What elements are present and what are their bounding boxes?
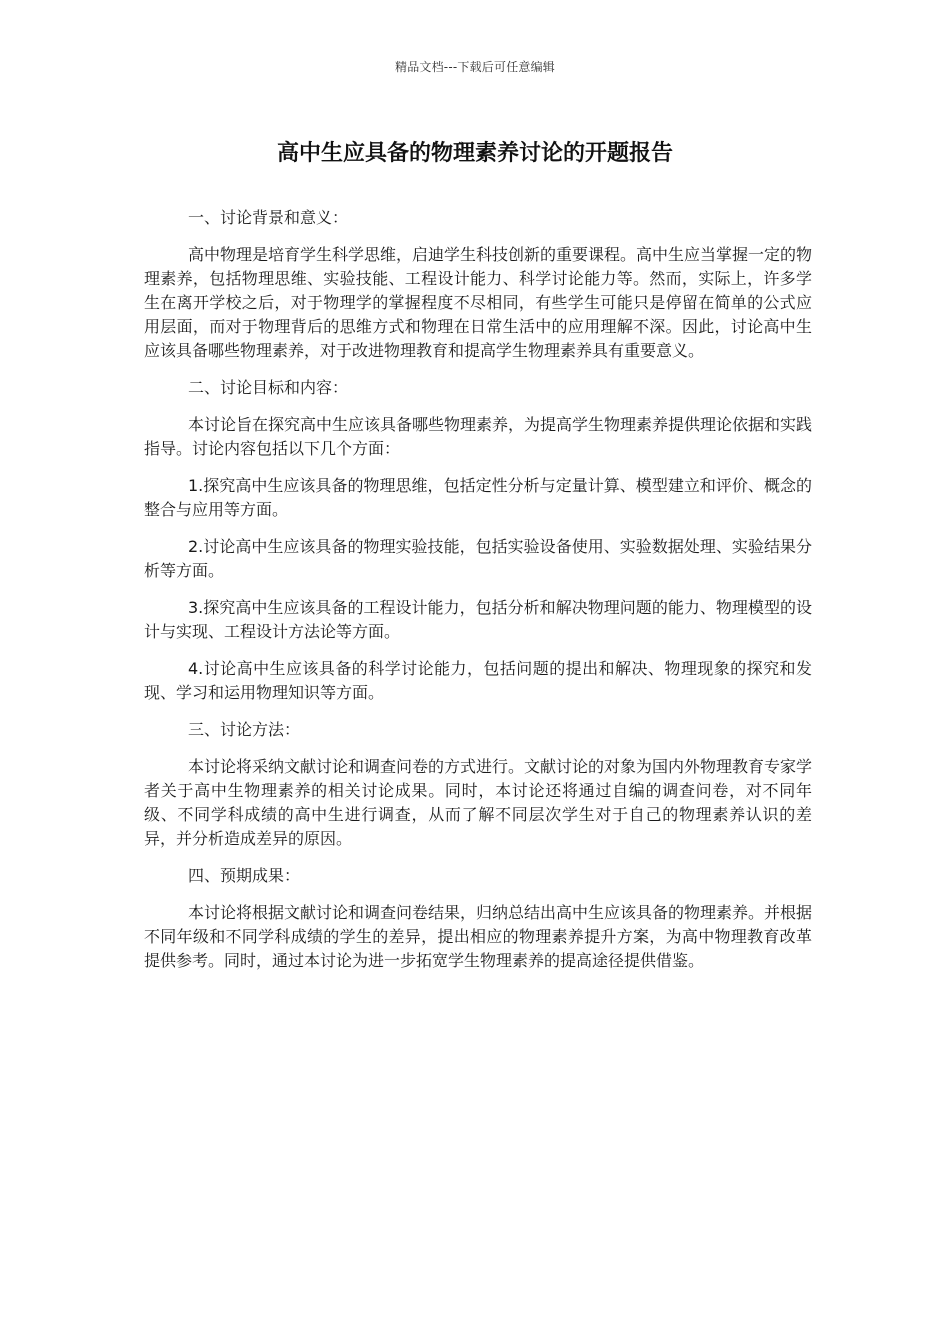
section-heading-objectives: 二、讨论目标和内容： [188, 378, 349, 397]
document-body [144, 206, 812, 986]
section-heading-methods: 三、讨论方法： [188, 720, 301, 739]
list-item-experiment-skills: 2.讨论高中生应该具备的物理实验技能，包括实验设备使用、实验数据处理、实验结果分析等方面。 [144, 537, 812, 580]
document-title: 高中生应具备的物理素养讨论的开题报告 [276, 141, 673, 166]
paragraph-outcomes: 本讨论将根据文献讨论和调查问卷结果，归纳总结出高中生应该具备的物理素养。并根据不同年级和不同学科成绩的学生的差异，提出相应的物理素养提升方案，为高中物理教育改革提供参考。同时，通过本讨论为进一步拓宽学生物理素养的提高途径提供借鉴。 [144, 903, 813, 970]
list-item-engineering-design: 3.探究高中生应该具备的工程设计能力，包括分析和解决物理问题的能力、物理模型的设计与实现、工程设计方法论等方面。 [144, 598, 812, 641]
list-item-scientific-discussion: 4.讨论高中生应该具备的科学讨论能力，包括问题的提出和解决、物理现象的探究和发现、学习和运用物理知识等方面。 [144, 659, 812, 702]
paragraph-background: 高中物理是培育学生科学思维，启迪学生科技创新的重要课程。高中生应当掌握一定的物理素养，包括物理思维、实验技能、工程设计能力、科学讨论能力等。然而，实际上，许多学生在离开学校之后，对于物理学的掌握程度不尽相同，有些学生可能只是停留在简单的公式应用层面，而对于物理背后的思维方式和物理在日常生活中的应用理解不深。因此，讨论高中生应该具备哪些物理素养，对于改进物理教育和提高学生物理素养具有重要意义。 [144, 245, 813, 360]
paragraph-objectives-intro: 本讨论旨在探究高中生应该具备哪些物理素养，为提高学生物理素养提供理论依据和实践指导。讨论内容包括以下几个方面： [144, 415, 813, 458]
paragraph-methods: 本讨论将采纳文献讨论和调查问卷的方式进行。文献讨论的对象为国内外物理教育专家学者关于高中生物理素养的相关讨论成果。同时，本讨论还将通过自编的调查问卷，对不同年级、不同学科成绩的高中生进行调查，从而了解不同层次学生对于自己的物理素养认识的差异，并分析造成差异的原因。 [144, 757, 813, 848]
page-header: 精品文档---下载后可任意编辑 [395, 60, 555, 74]
section-heading-outcomes: 四、预期成果： [188, 866, 301, 885]
list-item-thinking: 1.探究高中生应该具备的物理思维，包括定性分析与定量计算、模型建立和评价、概念的整合与应用等方面。 [144, 476, 812, 519]
section-heading-background: 一、讨论背景和意义： [188, 208, 349, 227]
